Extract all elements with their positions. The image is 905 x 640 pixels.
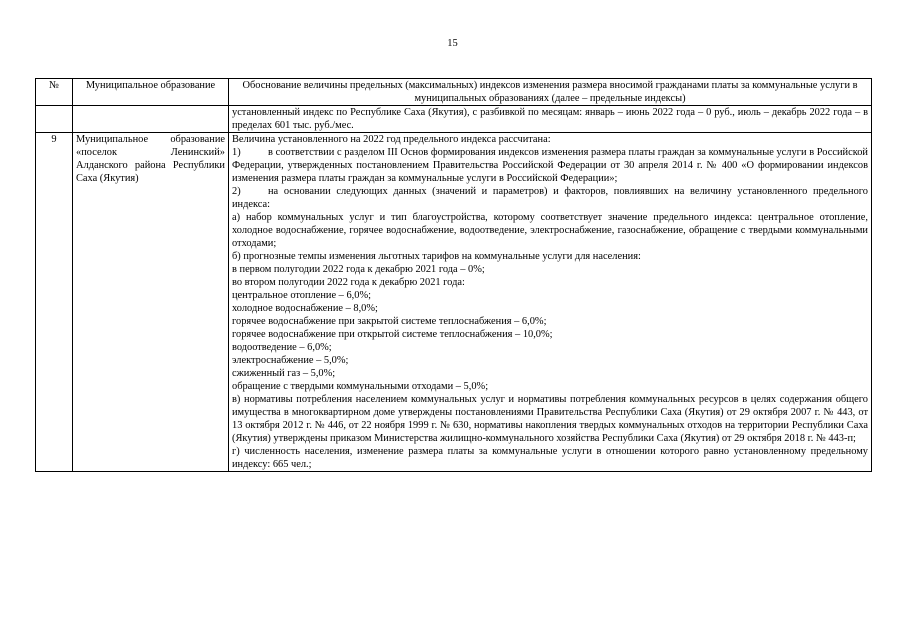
indices-table (35, 78, 872, 472)
list-marker-2: 2) (232, 186, 241, 197)
table-row-continuation (36, 106, 872, 133)
header-municipality: Муниципальное образование (73, 79, 229, 106)
item-b: б) прогнозные темпы изменения льготных тарифов на коммунальные услуги для населения: (232, 251, 641, 262)
item-v: в) нормативы потребления населением коммунальных услуг и нормативы потребления коммунальных ресурсов в целях содержания общего имущества в многоквартирном доме утверждены постановлениями Правительства Республики Саха (Якутия) от 29 октября 2007 г. № 443, от 13 октября 2012 г. № 446, от 22 ноября 1999 г. № 630, нормативы накопления твердых коммунальных отходов на территории Республики Саха (Якутия) утверждены приказом Министерства жилищно-коммунального хозяйства Республики Саха (Якутия) от 29 октября 2018 г. № 443-п; (232, 394, 868, 444)
header-justification: Обоснование величины предельных (максимальных) индексов изменения размера вносимой гражданами платы за коммунальные услуги в муниципальных образованиях (далее – предельные индексы) (229, 79, 872, 106)
list-marker-1: 1) (232, 147, 241, 158)
item-a: а) набор коммунальных услуг и тип благоустройства, которому соответствует значение предельного индекса: центральное отопление, холодное водоснабжение, горячее водоснабжение, водоотведение, электроснабжение, газоснабжение, обращение с твердыми коммунальными отходами; (232, 212, 868, 249)
municipality-name: Муниципальное образование «поселок Ленинский» Алданского района Республики Саха (Якутия) (73, 133, 229, 472)
continuation-text: установленный индекс по Республике Саха (Якутия), с разбивкой по месяцам: январь – июнь 2022 года – 0 руб., июль – декабрь 2022 года – в пределах 601 тыс. руб./мес. (229, 106, 872, 133)
rate-line: обращение с твердыми коммунальными отходами – 5,0%; (232, 381, 489, 392)
list-item-1: 1) в соответствии с разделом III Основ формирования индексов изменения размера платы граждан за коммунальные услуги в Российской Федерации, утвержденных постановлением Правительства Российской Федерации от 30 апреля 2014 г. № 400 «О формировании индексов изменения размера платы граждан за коммунальные услуги в Российской Федерации»; (232, 147, 868, 184)
rate-line: горячее водоснабжение при закрытой системе теплоснабжения – 6,0%; (232, 316, 547, 327)
rate-line: центральное отопление – 6,0%; (232, 290, 371, 301)
continuation-municipality-cell (73, 106, 229, 133)
justification-cell (229, 133, 872, 472)
rate-line: электроснабжение – 5,0%; (232, 355, 349, 366)
header-number: № (36, 79, 73, 106)
rate-line: холодное водоснабжение – 8,0%; (232, 303, 378, 314)
rate-line: водоотведение – 6,0%; (232, 342, 332, 353)
rate-line: в первом полугодии 2022 года к декабрю 2021 года – 0%; (232, 264, 485, 275)
table-header-row (36, 79, 872, 106)
list-item-2: 2) на основании следующих данных (значений и параметров) и факторов, повлиявших на величину установленного предельного индекса: (232, 186, 868, 210)
continuation-number-cell (36, 106, 73, 133)
table-row-9 (36, 133, 872, 472)
intro-line: Величина установленного на 2022 год предельного индекса рассчитана: (232, 134, 551, 145)
item-g: г) численность населения, изменение размера платы за коммунальные услуги в отношении которого равно установленному предельному индексу: 665 чел.; (232, 446, 868, 470)
rate-line: сжиженный газ – 5,0%; (232, 368, 336, 379)
row-number: 9 (36, 133, 73, 472)
rate-line: горячее водоснабжение при открытой системе теплоснабжения – 10,0%; (232, 329, 553, 340)
page-number: 15 (447, 38, 458, 49)
rate-line: во втором полугодии 2022 года к декабрю 2021 года: (232, 277, 465, 288)
